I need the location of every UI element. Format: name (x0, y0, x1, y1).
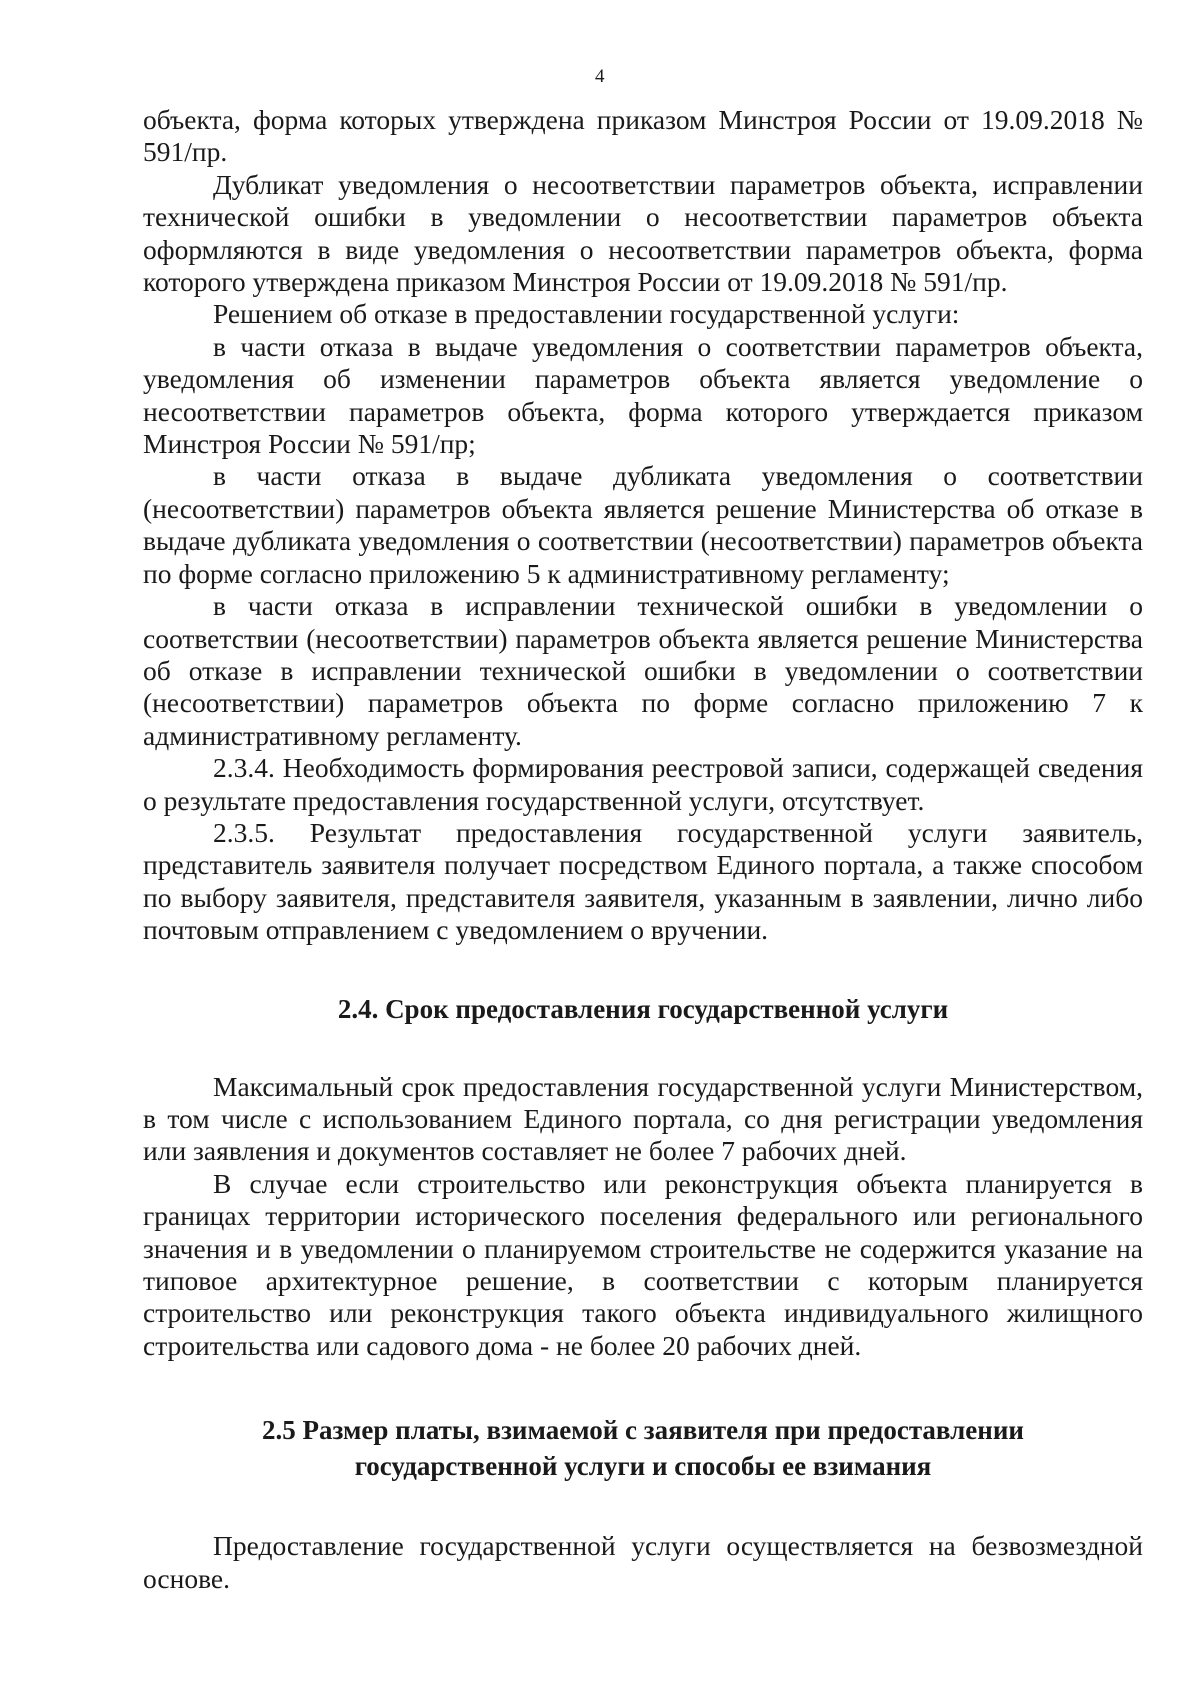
paragraph-historic-settlement: В случае если строительство или реконструкция объекта планируется в границах территории исторического поселения федерального или регионального значения и в уведомлении о планируемом строительстве не содержится указание на типовое архитектурное решение, в соответствии с которым планируется строительство или реконструкция такого объекта индивидуального жилищного строительства или садового дома - не более 20 рабочих дней. (143, 1167, 1143, 1361)
section-heading-2-5 (143, 1412, 1143, 1484)
paragraph-refusal-notice: в части отказа в выдаче уведомления о соответствии параметров объекта, уведомления об изменении параметров объекта является уведомление о несоответствии параметров объекта, форма которого утверждается приказом Минстроя России № 591/пр; (143, 330, 1143, 460)
paragraph-2-3-4: 2.3.4. Необходимость формирования реестровой записи, содержащей сведения о результате предоставления государственной услуги, отсутствует. (143, 752, 1143, 816)
section-heading-2-4: 2.4. Срок предоставления государственной услуги (337, 993, 949, 1024)
paragraph-duplicate-notice: Дубликат уведомления о несоответствии параметров объекта, исправлении технической ошибки в уведомлении о несоответствии параметров объекта оформляются в виде уведомления о несоответствии параметров объекта, форма которого утверждена приказом Минстроя России от 19.09.2018 № 591/пр. (143, 168, 1143, 298)
paragraph-continuation: объекта, форма которых утверждена приказом Минстроя России от 19.09.2018 № 591/пр. (143, 104, 1143, 168)
document-body (143, 104, 1143, 1595)
page-number: 4 (595, 66, 605, 87)
section-heading-2-5-line1: 2.5 Размер платы, взимаемой с заявителя при предоставлении (262, 1415, 1024, 1446)
paragraph-max-term: Максимальный срок предоставления государственной услуги Министерством, в том числе с использованием Единого портала, со дня регистрации уведомления или заявления и документов составляет не более 7 рабочих дней. (143, 1070, 1143, 1167)
paragraph-refusal-intro: Решением об отказе в предоставлении государственной услуги: (213, 298, 960, 330)
section-heading-2-5-line2: государственной услуги и способы ее взимания (354, 1451, 932, 1482)
paragraph-2-3-5: 2.3.5. Результат предоставления государственной услуги заявитель, представитель заявителя получает посредством Единого портала, а также способом по выбору заявителя, представителя заявителя, указанным в заявлении, лично либо почтовым отправлением с уведомлением о вручении. (143, 816, 1143, 946)
paragraph-free-of-charge: Предоставление государственной услуги осуществляется на безвозмездной основе. (143, 1530, 1143, 1594)
paragraph-refusal-duplicate: в части отказа в выдаче дубликата уведомления о соответствии (несоответствии) параметров объекта является решение Министерства об отказе в выдаче дубликата уведомления о соответствии (несоответствии) параметров объекта по форме согласно приложению 5 к административному регламенту; (143, 460, 1143, 589)
paragraph-refusal-correction: в части отказа в исправлении технической ошибки в уведомлении о соответствии (несоответствии) параметров объекта является решение Министерства об отказе в исправлении технической ошибки в уведомлении о соответствии (несоответствии) параметров объекта по форме согласно приложению 7 к административному регламенту. (143, 590, 1143, 751)
